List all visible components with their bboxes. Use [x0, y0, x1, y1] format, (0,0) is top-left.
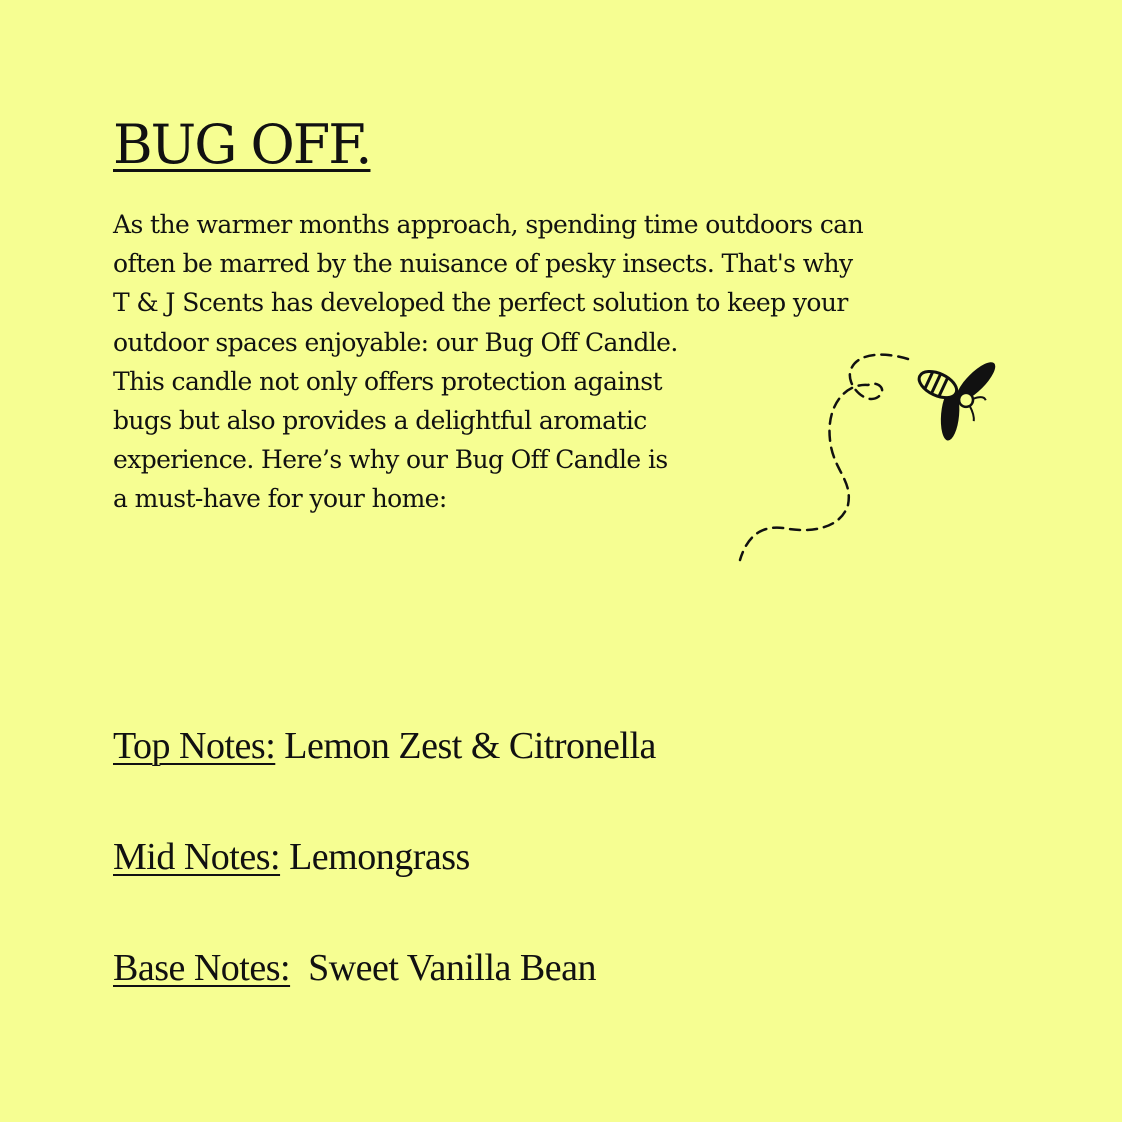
intro-line: outdoor spaces enjoyable: our Bug Off Candle. [113, 327, 678, 357]
base-notes-value: Sweet Vanilla Bean [290, 947, 596, 989]
top-notes-value: Lemon Zest & Citronella [275, 725, 656, 767]
mid-notes-label: Mid Notes: [113, 836, 281, 878]
intro-line: often be marred by the nuisance of pesky insects. That's why [113, 249, 853, 279]
intro-line: experience. Here’s why our Bug Off Candle is [113, 445, 668, 475]
mid-notes-value: Lemongrass [280, 836, 470, 878]
bee-flight-illustration [728, 345, 998, 570]
mid-notes [113, 833, 470, 881]
top-notes [113, 722, 656, 770]
intro-line: T & J Scents has developed the perfect solution to keep your [113, 288, 848, 318]
flight-path-icon [740, 355, 908, 560]
intro-line: As the warmer months approach, spending time outdoors can [113, 210, 864, 239]
bee-icon [899, 345, 998, 451]
intro-line: This candle not only offers protection against [113, 366, 662, 396]
intro-line: bugs but also provides a delightful aromatic [113, 406, 647, 436]
intro-line: a must-have for your home: [113, 484, 447, 514]
page-title: BUG OFF. [113, 113, 371, 176]
base-notes [113, 944, 596, 992]
top-notes-label: Top Notes: [113, 725, 276, 767]
base-notes-label: Base Notes: [113, 947, 291, 989]
